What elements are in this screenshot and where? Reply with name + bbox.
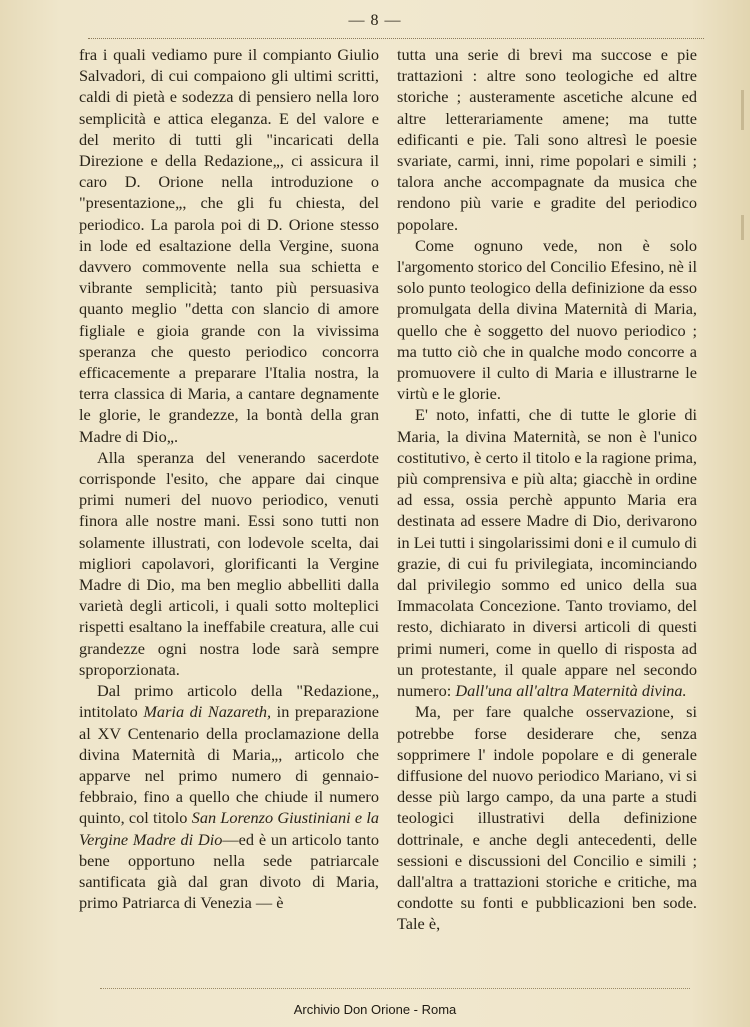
page-edge-mark [741, 215, 744, 240]
page-edge-mark [741, 90, 744, 130]
italic-title: Dall'una all'altra Maternità divina. [455, 681, 687, 701]
bottom-rule [100, 988, 690, 989]
right-column [397, 44, 697, 935]
paragraph-text: E' noto, infatti, che di tutte le glorie di Maria, la divina Maternità, se non è l'unico costitutivo, è certo il titolo e la ragione prima, più comprensiva e più alta; giacchè in ordine ad essa, ossia perchè appunto Maria era destinata ad essere Madre di Dio, derivarono in Lei tutti i singolarissimi doni e il cumulo di grazie, di cui fu privilegiata, incominciando dal privilegio sommo ed unico della sua Immacolata Concezione. Tanto troviamo, del resto, dichiarato in diversi articoli di questi primi numeri, come in quello di risposta ad un protestante, il quale appare nel secondo numero: [397, 405, 697, 701]
paragraph: Ma, per fare qualche osservazione, si potrebbe forse desiderare che, senza sopprimere l' indole popolare e di generale diffusione del nuovo periodico Mariano, vi si desse più largo campo, da una parte a studi teologici illustrativi della definizione dottrinale, e anche degli antecedenti, delle sessioni e discussioni del Concilio e simili ; dall'altra a trattazioni storiche e critiche, ma condotte su fonti e pubblicazioni ben sode. Tale è, [397, 702, 697, 934]
paragraph [397, 404, 697, 701]
page-number: — 8 — [348, 12, 402, 29]
paragraph: tutta una serie di brevi ma succose e pie trattazioni : altre sono teologiche ed altre storiche ; austeramente ascetiche alcune ed altre letterariamente amene; ma tutte edificanti e pie. Tali sono altresì le poesie svariate, carmi, inni, rime popolari e simili ; talora anche accompagnate da musica che rendono più varie e gradite del periodico popolare. [397, 45, 697, 234]
header-rule [88, 38, 704, 39]
paragraph: fra i quali vediamo pure il compianto Giulio Salvadori, di cui compaiono gli ultimi scritti, caldi di pietà e sodezza di pensiero nella loro semplicità e attica eleganza. E del valore e del merito di tutti gli "incaricati della Direzione e della Redazione„, ci assicura il caro D. Orione nella introduzione o "presentazione„, che gli fu chiesta, del periodico. La parola poi di D. Orione stesso in lode ed esaltazione della Vergine, suona davvero commovente nella sua schietta e vibrante semplicità; tanto più persuasiva quanto meglio "detta con slancio di amore figliale e gioia grande con la vivissima speranza che questo periodico concorra efficacemente a preparare l'Italia nostra, la terra classica di Maria, a cantare degnamente le glorie, le grandezze, la bontà della gran Madre di Dio„. [79, 45, 379, 446]
paragraph-text: in preparazione al XV Centenario della proclamazione della divina Maternità di Maria„, articolo che apparve nel primo numero di gennaio-febbraio, fino a quello che chiude il numero quinto, col titolo [79, 702, 379, 828]
italic-title: San Lorenzo Giustiniani e la Vergine Madre di Dio [79, 808, 379, 849]
paragraph: Alla speranza del venerando sacerdote corrisponde l'esito, che appare dai cinque primi numeri del nuovo periodico, venuti finora alle nostre mani. Essi sono tutti non solamente illustrati, con lodevole scelta, dai migliori capolavori, glorificanti la Vergine Madre di Dio, ma ben meglio abbelliti dalla varietà degli articoli, i quali sotto molteplici rispetti esaltano la ineffabile creatura, alle cui grandezze ogni nostra lode sarà sempre sproporzionata. [79, 447, 379, 679]
paragraph: Come ognuno vede, non è solo l'argomento storico del Concilio Efesino, nè il solo punto teologico della definizione da esso promulgata della divina Maternità di Maria, quello che è soggetto del nuovo periodico ; ma tutto ciò che in qualche modo concorre a promuovere il culto di Maria e illustrarne le virtù e le glorie. [397, 235, 697, 404]
archive-footer: Archivio Don Orione - Roma [293, 1002, 457, 1017]
paragraph [79, 680, 379, 913]
paragraph-text: —ed è un articolo tanto bene opportuno nella sede patriarcale santificata già dal gran divoto di Maria, primo Patriarca di Venezia — è [79, 829, 379, 913]
paragraph-text: Dal primo articolo della "Redazione„ intitolato [79, 681, 379, 722]
italic-title: Maria di Nazareth, [143, 702, 272, 722]
left-column [79, 44, 379, 913]
